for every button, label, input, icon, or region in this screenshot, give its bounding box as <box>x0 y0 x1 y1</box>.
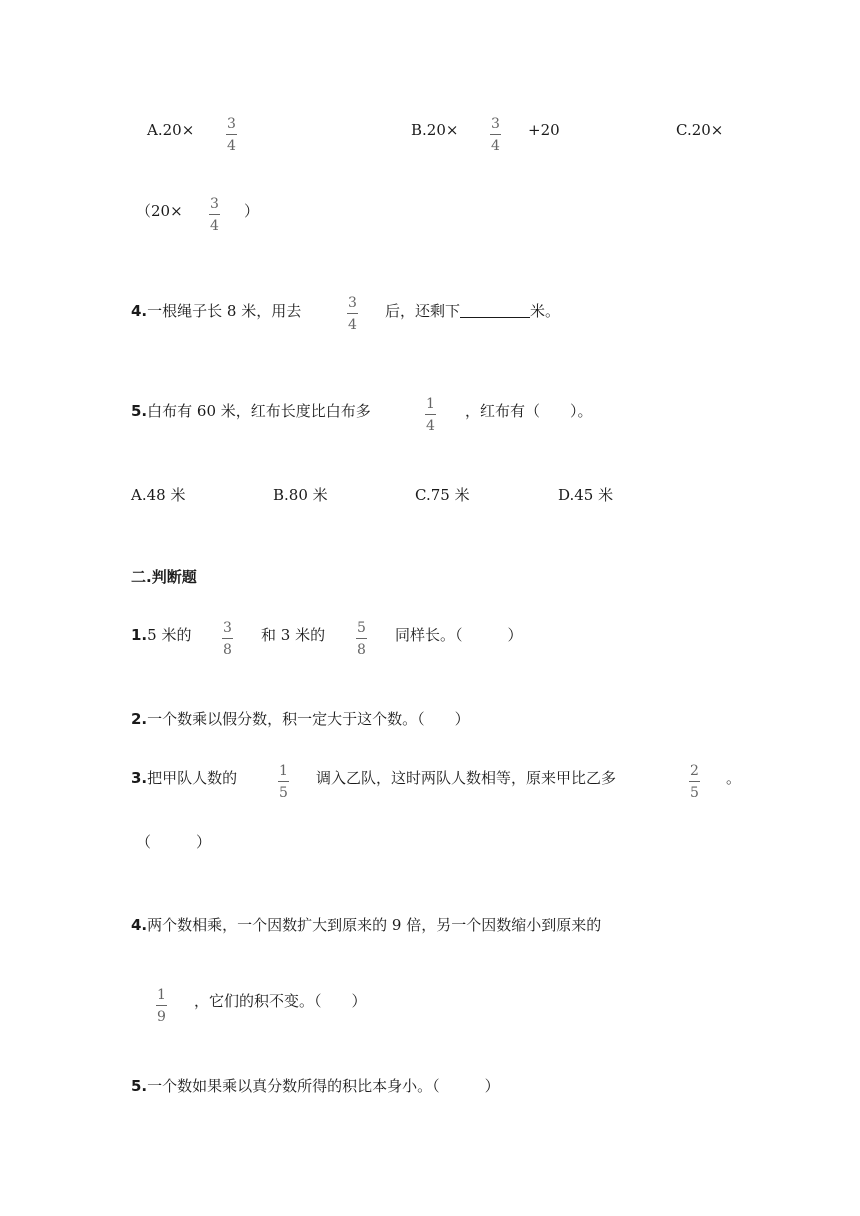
q3-option-c-continuation: （20× <box>136 202 183 220</box>
question-number: 3. <box>131 769 148 787</box>
section-title: 二.判断题 <box>131 568 197 586</box>
fraction-denominator: 8 <box>223 642 232 658</box>
j1-part-c: 同样长。（ ） <box>395 626 523 644</box>
fraction-numerator: 3 <box>223 620 232 636</box>
q4-suffix <box>385 304 560 319</box>
fraction-bar <box>347 313 358 314</box>
j3-part-b: 调入乙队，这时两队人数相等，原来甲比乙多 <box>316 769 617 787</box>
j1-fraction-1 <box>222 621 233 657</box>
fraction-denominator: 5 <box>690 785 699 801</box>
fraction-numerator: 3 <box>491 116 500 132</box>
q4-prefix: 一根绳子长 8 米，用去 <box>147 302 302 320</box>
q4-fraction <box>347 296 358 332</box>
question-number: 5. <box>131 402 148 420</box>
question-number: 4. <box>131 302 148 320</box>
fraction-numerator: 3 <box>210 196 219 212</box>
j5-text <box>131 1079 500 1094</box>
j4-text <box>131 918 601 933</box>
q3-option-c-fraction <box>209 197 220 233</box>
fraction-bar <box>222 638 233 639</box>
fraction-bar <box>490 134 501 135</box>
q5-option-b: B.80 米 <box>273 486 328 504</box>
j1-part-b: 和 3 米的 <box>261 626 326 644</box>
q4-text <box>131 304 301 319</box>
q3-option-b-fraction <box>490 117 501 153</box>
j4-fraction <box>156 988 167 1024</box>
question-number: 2. <box>131 710 148 728</box>
fraction-bar <box>278 781 289 782</box>
q3-option-b-tail: +20 <box>528 121 560 139</box>
q5-suffix: ，红布有（ ）。 <box>465 402 593 420</box>
fraction-numerator: 1 <box>157 987 166 1003</box>
j4-part-b: ，它们的积不变。（ ） <box>194 992 367 1010</box>
j5-body: 一个数如果乘以真分数所得的积比本身小。（ ） <box>147 1077 500 1095</box>
j3-fraction-2 <box>689 764 700 800</box>
j3-paren: （ ） <box>136 833 212 851</box>
j4-part-a: 两个数相乘，一个因数扩大到原来的 9 倍，另一个因数缩小到原来的 <box>147 916 602 934</box>
j2-text <box>131 712 470 727</box>
fraction-numerator: 1 <box>426 396 435 412</box>
q3-option-c: C.20× <box>676 121 724 139</box>
fraction-bar <box>356 638 367 639</box>
fraction-denominator: 9 <box>157 1009 166 1025</box>
question-number: 5. <box>131 1077 148 1095</box>
j1-fraction-2 <box>356 621 367 657</box>
question-number: 4. <box>131 916 148 934</box>
fraction-bar <box>156 1005 167 1006</box>
fraction-bar <box>689 781 700 782</box>
fraction-denominator: 4 <box>348 317 357 333</box>
fraction-bar <box>209 214 220 215</box>
fraction-numerator: 2 <box>690 763 699 779</box>
q5-prefix: 白布有 60 米，红布长度比白布多 <box>147 402 371 420</box>
q3-option-a: A.20× <box>147 121 195 139</box>
q5-text <box>131 404 371 419</box>
j3-fraction-1 <box>278 764 289 800</box>
fraction-bar <box>226 134 237 135</box>
j1-part-a: 5 米的 <box>147 626 192 644</box>
q5-fraction <box>425 397 436 433</box>
fraction-denominator: 8 <box>357 642 366 658</box>
fraction-denominator: 4 <box>426 418 435 434</box>
q4-suffix-b: 米。 <box>530 302 561 320</box>
q3-option-c-close: ） <box>244 202 260 220</box>
q3-option-a-fraction <box>226 117 237 153</box>
fraction-denominator: 4 <box>210 218 219 234</box>
fraction-denominator: 4 <box>227 138 236 154</box>
q5-option-c: C.75 米 <box>415 486 470 504</box>
fraction-numerator: 3 <box>348 295 357 311</box>
q4-suffix-a: 后，还剩下 <box>385 302 461 320</box>
fraction-denominator: 5 <box>279 785 288 801</box>
j1-text <box>131 628 191 643</box>
fraction-bar <box>425 414 436 415</box>
q5-option-a: A.48 米 <box>131 486 186 504</box>
fraction-numerator: 1 <box>279 763 288 779</box>
q5-option-d: D.45 米 <box>558 486 614 504</box>
fraction-numerator: 5 <box>357 620 366 636</box>
question-number: 1. <box>131 626 148 644</box>
j3-part-a: 把甲队人数的 <box>147 769 238 787</box>
j2-body: 一个数乘以假分数，积一定大于这个数。（ ） <box>147 710 470 728</box>
j3-text <box>131 771 237 786</box>
fraction-denominator: 4 <box>491 138 500 154</box>
fraction-numerator: 3 <box>227 116 236 132</box>
answer-blank[interactable] <box>460 317 530 318</box>
q3-option-b: B.20× <box>411 121 459 139</box>
j3-part-c: 。 <box>726 769 742 787</box>
